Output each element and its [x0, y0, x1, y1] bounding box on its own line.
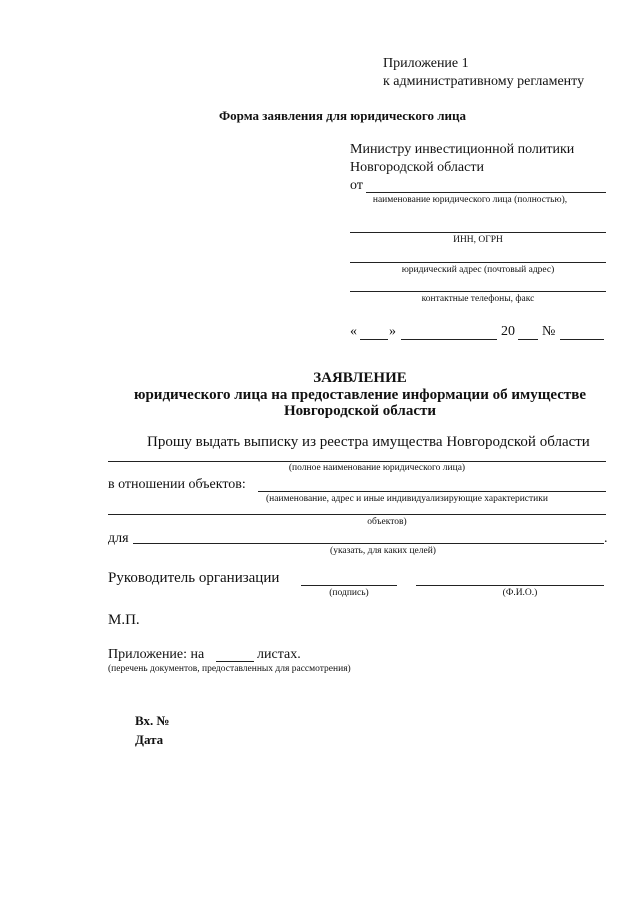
caption-objects-2: объектов)	[367, 517, 407, 527]
from-name-line[interactable]	[366, 192, 606, 193]
purpose-line[interactable]	[133, 543, 604, 544]
purpose-end: .	[604, 531, 608, 546]
signature-line[interactable]	[301, 585, 397, 586]
month-field[interactable]	[401, 339, 497, 340]
purpose-label: для	[108, 531, 129, 546]
date-close-quote: »	[389, 324, 396, 339]
annex-line-2: к административному регламенту	[383, 74, 585, 89]
full-name-line[interactable]	[108, 461, 606, 462]
objects-line-2[interactable]	[108, 514, 606, 515]
head-label: Руководитель организации	[108, 570, 280, 586]
caption-phones: контактные телефоны, факс	[421, 294, 535, 304]
year-prefix: 20	[501, 324, 515, 339]
date-open-quote: «	[350, 324, 357, 339]
number-field[interactable]	[560, 339, 604, 340]
phones-line[interactable]	[350, 291, 606, 292]
document-subtitle-1: юридического лица на предоставление информации об имуществе	[134, 387, 586, 403]
document-title: ЗАЯВЛЕНИЕ	[313, 370, 407, 386]
attachment-suffix: листах.	[257, 647, 301, 662]
objects-label: в отношении объектов:	[108, 477, 246, 492]
attachment-prefix: Приложение: на	[108, 647, 205, 662]
caption-purpose: (указать, для каких целей)	[330, 546, 436, 556]
sheets-field[interactable]	[216, 661, 254, 662]
objects-line-1[interactable]	[258, 491, 606, 492]
caption-full-name: (полное наименование юридического лица)	[288, 463, 466, 473]
fio-line[interactable]	[416, 585, 604, 586]
inn-line[interactable]	[350, 232, 606, 233]
form-title: Форма заявления для юридического лица	[219, 108, 466, 123]
caption-signature: (подпись)	[329, 588, 369, 598]
request-text: Прошу выдать выписку из реестра имущества Новгородской области	[147, 434, 590, 450]
attachment-caption: (перечень документов, предоставленных для рассмотрения)	[108, 664, 351, 674]
day-field[interactable]	[360, 339, 388, 340]
incoming-number-label: Вх. №	[135, 713, 170, 728]
incoming-date-label: Дата	[135, 732, 164, 747]
year-field[interactable]	[518, 339, 538, 340]
addressee-line-2: Новгородской области	[350, 160, 484, 175]
caption-legal-name: наименование юридического лица (полностью),	[372, 195, 568, 205]
document-subtitle-2: Новгородской области	[283, 403, 437, 419]
from-label: от	[350, 178, 363, 193]
addressee-line-1: Министру инвестиционной политики	[350, 142, 575, 157]
annex-line-1: Приложение 1	[383, 56, 469, 71]
stamp-label: М.П.	[108, 612, 140, 628]
address-line[interactable]	[350, 262, 606, 263]
caption-inn: ИНН, ОГРН	[453, 235, 503, 245]
caption-objects-1: (наименование, адрес и иные индивидуализирующие характеристики	[266, 494, 548, 504]
caption-address: юридический адрес (почтовый адрес)	[401, 265, 555, 275]
number-sign: №	[542, 324, 556, 339]
caption-fio: (Ф.И.О.)	[502, 588, 538, 598]
